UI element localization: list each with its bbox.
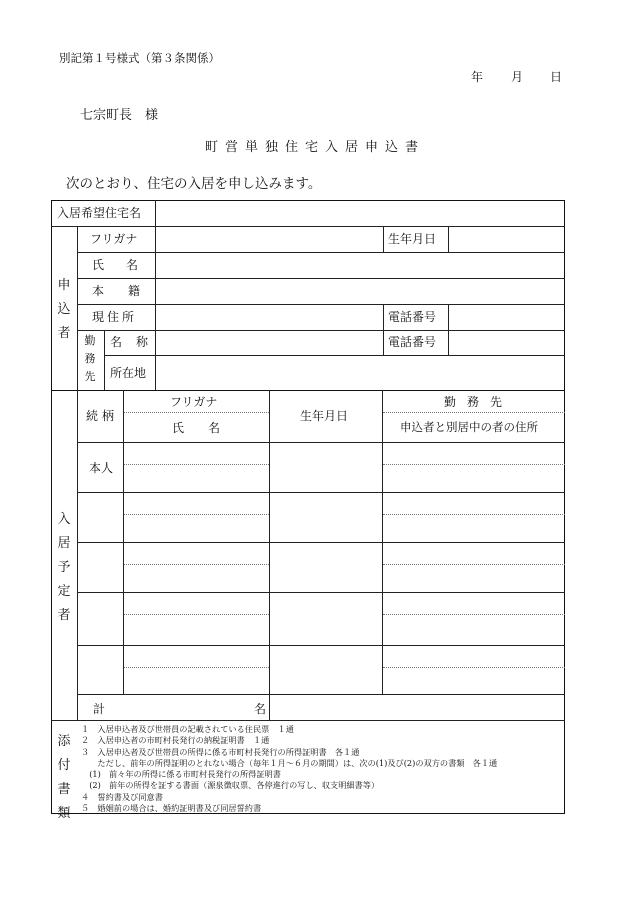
workplace-phone-field[interactable] — [452, 333, 560, 353]
resident-row-2-relation-field[interactable] — [80, 495, 120, 539]
applicant-furigana-label: フリガナ — [90, 232, 138, 246]
resident-row-2-workplace-field[interactable] — [385, 495, 562, 539]
residents-furigana-label: フリガナ — [170, 395, 218, 409]
resident-row-1-name-field[interactable] — [126, 445, 266, 489]
residents-section-label: 入居予定者 — [57, 512, 71, 623]
addressee: 七宗町長 様 — [80, 108, 159, 123]
attachment-item: (2) 前年の所得を証する書面（源泉徴収票、各停進行の写し、収支明細書等） — [81, 780, 380, 791]
resident-row-2-birthdate-field[interactable] — [272, 495, 379, 539]
resident-row-4-name-field[interactable] — [126, 595, 266, 642]
workplace-location-field[interactable] — [160, 359, 560, 387]
separate-address-label: 申込者と別居中の者の住所 — [400, 420, 538, 434]
applicant-name-field[interactable] — [160, 255, 560, 275]
relation-label: 続 柄 — [86, 409, 114, 423]
resident-row-1-workplace-field[interactable] — [385, 445, 562, 489]
desired-housing-field[interactable] — [160, 203, 560, 223]
applicant-domicile-field[interactable] — [160, 281, 560, 301]
workplace-name-label: 名 称 — [110, 335, 148, 349]
attachment-item: ただし、前年の所得証明のとれない場合（毎年１月～６月の期間）は、次の(1)及び(2)の双方の書類 各１通 — [81, 757, 498, 768]
workplace-name-field[interactable] — [160, 333, 380, 353]
count-unit-label: 名 — [254, 702, 267, 716]
applicant-birthdate-label: 生年月日 — [388, 232, 437, 246]
attachment-item: ２ 入居申込者の市町村長発行の納税証明書 １通 — [81, 735, 270, 746]
resident-row-4-workplace-field[interactable] — [385, 595, 562, 642]
applicant-domicile-label: 本 籍 — [92, 284, 140, 298]
form-title: 町営単独住宅入居申込書 — [204, 140, 425, 155]
residents-workplace-label: 勤 務 先 — [444, 395, 502, 409]
resident-row-3-workplace-field[interactable] — [385, 545, 562, 589]
applicant-furigana-field[interactable] — [160, 229, 380, 249]
resident-row-3-birthdate-field[interactable] — [272, 545, 379, 589]
intro-text: 次のとおり、住宅の入居を申し込みます。 — [66, 176, 322, 192]
self-relation-label: 本人 — [89, 461, 114, 475]
date-month-label: 月 — [511, 70, 524, 84]
resident-row-4-birthdate-field[interactable] — [272, 595, 379, 642]
applicant-phone-field[interactable] — [452, 307, 560, 327]
attachments-section-label: 添付書類 — [57, 734, 71, 821]
date-day-label: 日 — [550, 70, 563, 84]
resident-row-5-workplace-field[interactable] — [385, 648, 562, 691]
resident-row-4-relation-field[interactable] — [80, 595, 120, 642]
resident-row-2-name-field[interactable] — [126, 495, 266, 539]
residents-birthdate-label: 生年月日 — [300, 409, 349, 423]
attachment-item: ３ 入居申込者及び世帯員の所得に係る市町村長発行の所得証明書 各１通 — [81, 746, 360, 757]
resident-row-3-name-field[interactable] — [126, 545, 266, 589]
workplace-phone-label: 電話番号 — [388, 335, 437, 349]
resident-row-1-birthdate-field[interactable] — [272, 445, 379, 489]
applicant-address-label: 現住所 — [92, 310, 138, 324]
applicant-birthdate-field[interactable] — [452, 229, 560, 249]
applicant-address-field[interactable] — [160, 307, 380, 327]
resident-row-5-birthdate-field[interactable] — [272, 648, 379, 691]
total-count-field[interactable] — [130, 697, 248, 717]
date-year-label: 年 — [471, 70, 484, 84]
applicant-name-label: 氏 名 — [92, 258, 138, 272]
resident-row-5-relation-field[interactable] — [80, 648, 120, 691]
form-reference: 別記第１号様式（第３条関係） — [59, 51, 220, 65]
attachment-item: １ 入居申込者及び世帯員の記載されている住民票 １通 — [81, 724, 294, 734]
resident-row-5-name-field[interactable] — [126, 648, 266, 691]
desired-housing-label: 入居希望住宅名 — [57, 206, 142, 220]
applicant-section-label: 申込者 — [57, 278, 71, 341]
total-label: 計 — [93, 702, 106, 716]
attachment-item: ５ 婚姻前の場合は、婚約証明書及び同居誓約書 — [81, 803, 262, 814]
attachments-list — [81, 724, 497, 814]
resident-row-3-relation-field[interactable] — [80, 545, 120, 589]
applicant-phone-label: 電話番号 — [388, 310, 437, 324]
attachment-item: ４ 誓約書及び同意書 — [81, 791, 163, 802]
residents-name-label: 氏 名 — [172, 421, 220, 435]
workplace-location-label: 所在地 — [110, 366, 147, 380]
attachment-item: (1) 前々年の所得に係る市町村長発行の所得証明書 — [81, 769, 281, 780]
workplace-label: 勤務先 — [84, 334, 96, 383]
